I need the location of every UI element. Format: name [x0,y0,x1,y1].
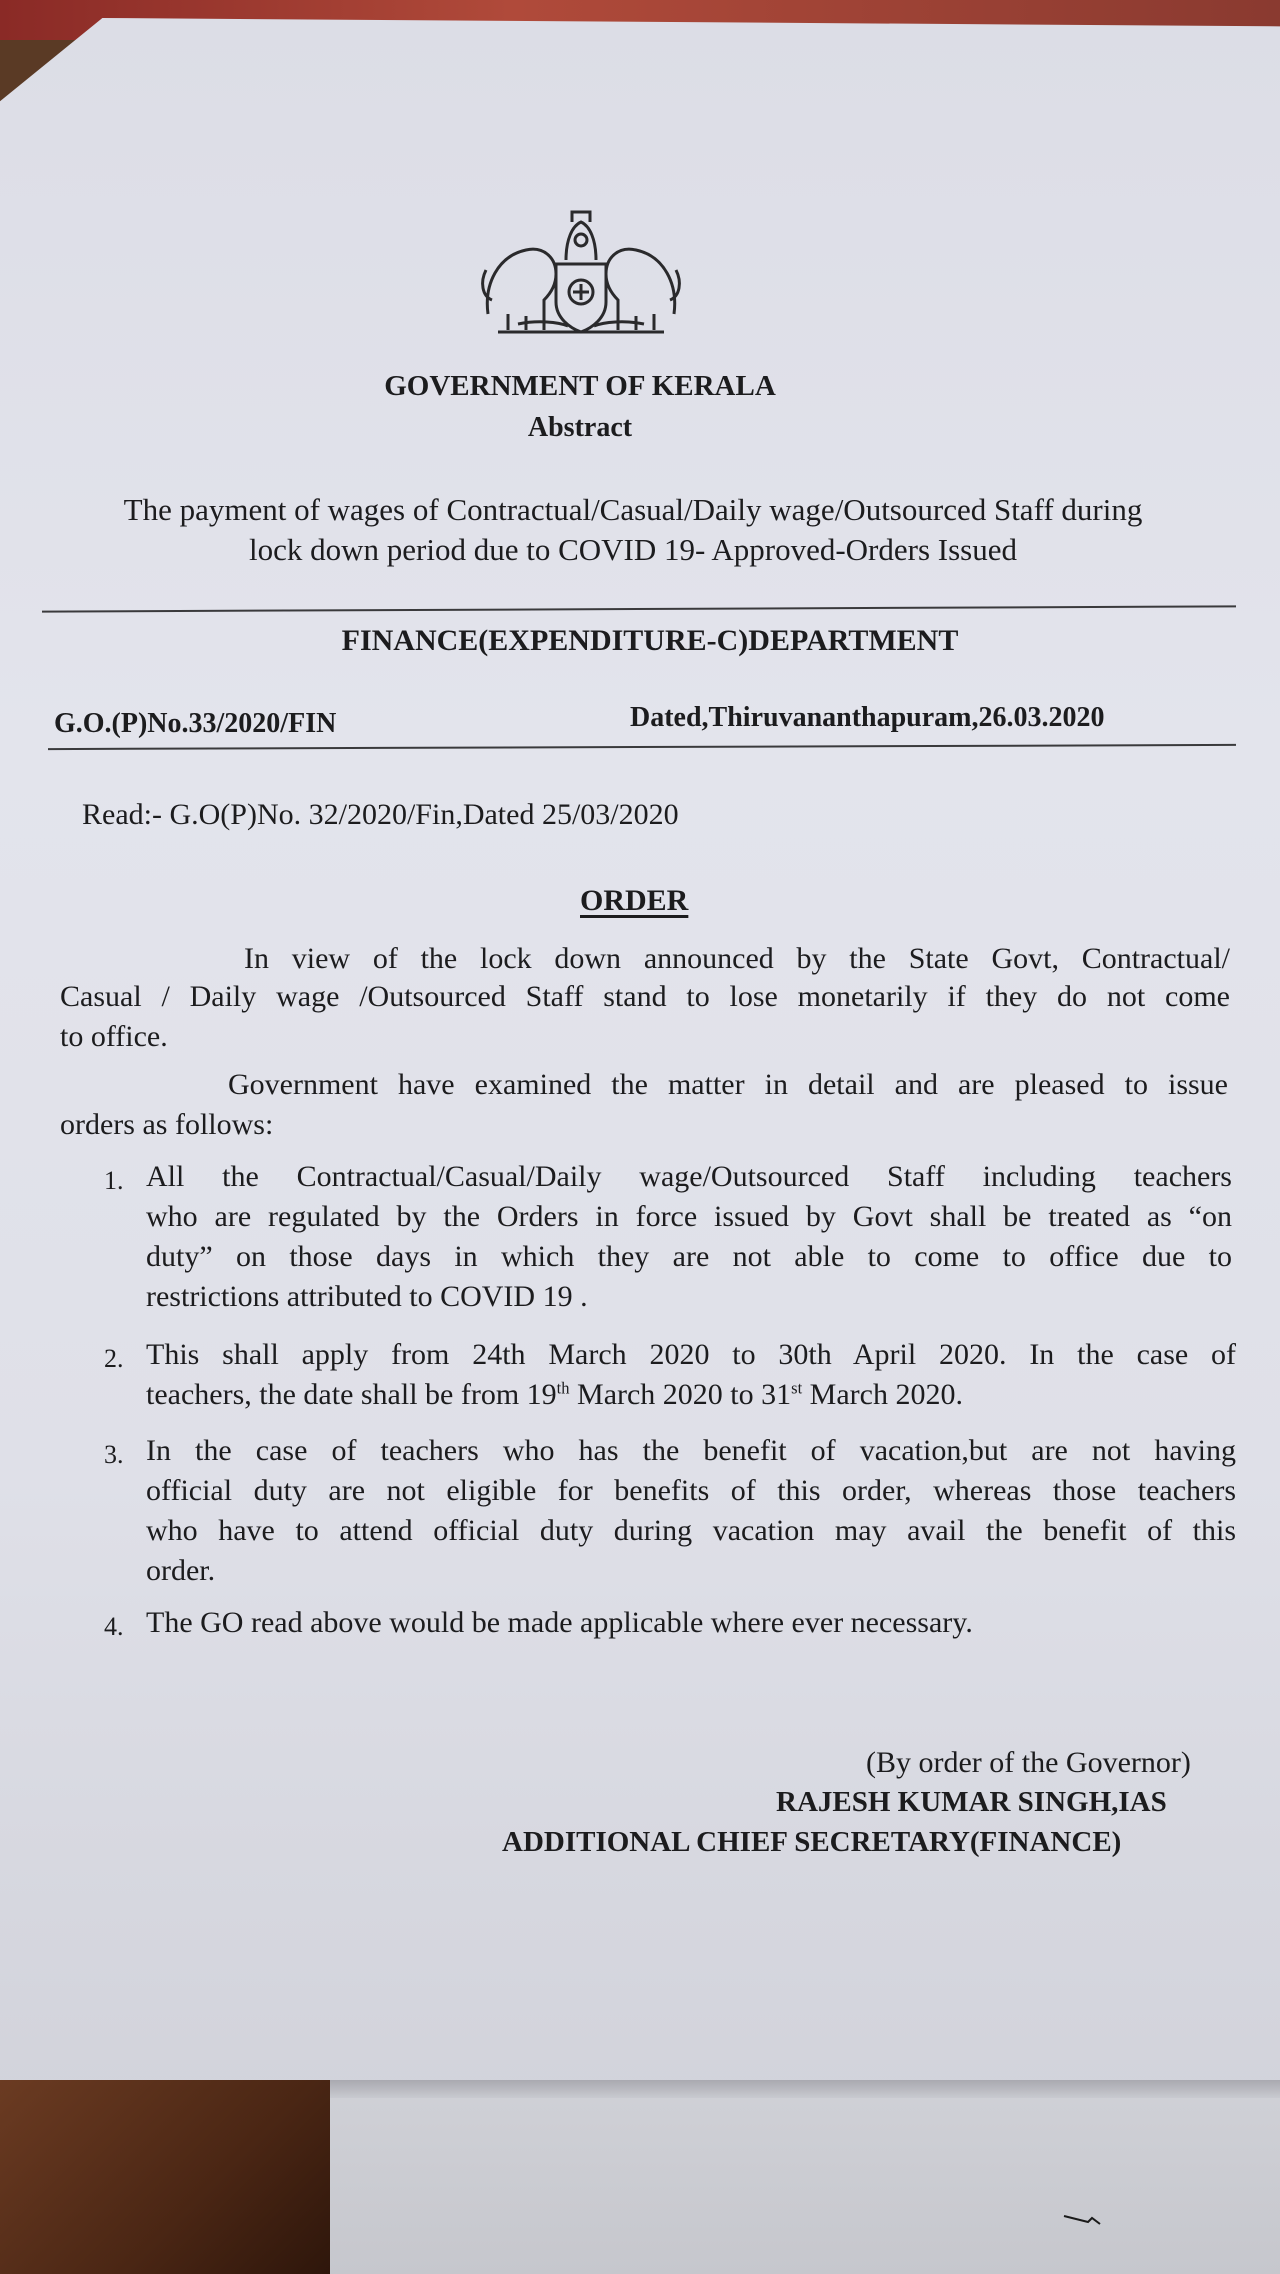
subject-line-2: lock down period due to COVID 19- Approved-Orders Issued [249,532,1017,567]
para2-line1: Government have examined the matter in detail and are pleased to issue [228,1068,1228,1101]
item-3-line-2: official duty are not eligible for benefits of this order, whereas those teachers [146,1474,1236,1507]
item-3-line-1: In the case of teachers who has the benefit of vacation,but are not having [146,1434,1236,1467]
item-1-line-4: restrictions attributed to COVID 19 . [146,1280,588,1313]
item-1-line-2: who are regulated by the Orders in force issued by Govt shall be treated as “on [146,1200,1232,1233]
item-4-number: 4. [104,1612,124,1641]
para2-line2: orders as follows: [60,1108,274,1141]
header-underline [48,744,1236,750]
para1-line1: In view of the lock down announced by the State Govt, Contractual/ [244,942,1230,975]
read-reference: Read:- G.O(P)No. 32/2020/Fin,Dated 25/03/2020 [82,798,679,831]
item-2-line-2: teachers, the date shall be from 19th March 2020 to 31st March 2020. [146,1378,963,1411]
signatory-designation: ADDITIONAL CHIEF SECRETARY(FINANCE) [502,1826,1122,1858]
by-order-of-governor: (By order of the Governor) [866,1746,1191,1779]
item-4-line-1: The GO read above would be made applicable where ever necessary. [146,1606,973,1639]
government-heading: GOVERNMENT OF KERALA [384,370,776,402]
subject-line-1: The payment of wages of Contractual/Casual/Daily wage/Outsourced Staff during [123,492,1143,527]
order-heading: ORDER [580,884,689,917]
item-2-number: 2. [104,1344,124,1373]
item-1-number: 1. [104,1166,124,1195]
item-1-line-3: duty” on those days in which they are not able to come to office due to [146,1240,1232,1273]
item-3-number: 3. [104,1440,124,1469]
item-3-line-4: order. [146,1554,216,1587]
signatory-name: RAJESH KUMAR SINGH,IAS [776,1786,1167,1818]
go-number: G.O.(P)No.33/2020/FIN [54,708,337,739]
department-heading: FINANCE(EXPENDITURE-C)DEPARTMENT [341,624,959,657]
item-1-line-1: All the Contractual/Casual/Daily wage/Outsourced Staff including teachers [146,1160,1232,1193]
top-divider [42,605,1236,612]
kerala-emblem-icon [478,204,684,340]
para1-line2: Casual / Daily wage /Outsourced Staff stand to lose monetarily if they do not come [60,980,1230,1013]
item-2-line-1: This shall apply from 24th March 2020 to 30th April 2020. In the case of [146,1338,1236,1371]
item-3-line-3: who have to attend official duty during vacation may avail the benefit of this [146,1514,1236,1547]
abstract-heading: Abstract [527,412,633,443]
go-date: Dated,Thiruvananthapuram,26.03.2020 [630,702,1105,733]
pen-mark-icon [1062,2212,1102,2226]
para1-line3: to office. [60,1020,168,1053]
